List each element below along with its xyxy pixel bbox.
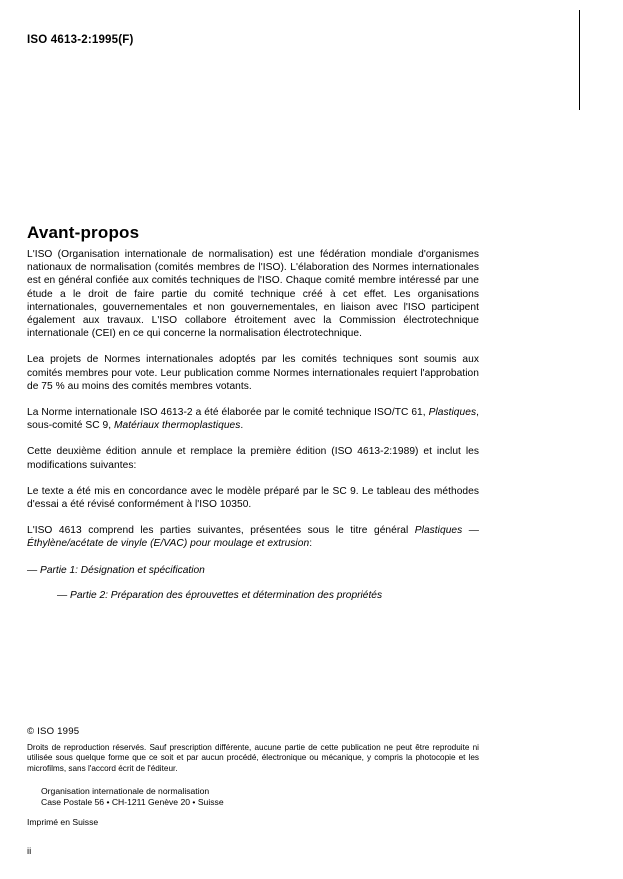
paragraph-3-text-before: La Norme internationale ISO 4613-2 a été élaborée par le comité technique ISO/TC 61, — [27, 407, 429, 419]
rights-statement: Droits de reproduction réservés. Sauf prescription différente, aucune partie de cette publication ne peut être reproduite ni utilisée sous quelque forme que ce soit et par aucun procédé, électronique ou mécanique, y compris la photocopie et les microfilms, sans l'accord écrit de l'éditeur. — [27, 743, 479, 773]
paragraph-3-text-after: . — [240, 420, 244, 432]
paragraph-1: L'ISO (Organisation internationale de normalisation) est une fédération mondiale d'organismes nationaux de normalisation (comités membres de l'ISO). L'élaboration des Normes internationales est en général confiée aux comités techniques de l'ISO. Chaque comité membre intéressé par une étude a le droit de faire partie du comité technique créé à cet effet. Les organisations internationales, gouvernementales et non gouvernementales, en liaison avec l'ISO participent également aux travaux. L'ISO collabore étroitement avec la Commission électrotechnique internationale (CEI) en ce qui concerne la normalisation électrotechnique. — [27, 249, 479, 340]
page-number: ii — [27, 846, 32, 857]
organization-name: Organisation internationale de normalisation — [41, 786, 210, 797]
paragraph-6 — [27, 524, 479, 550]
organization-address: Case Postale 56 • CH-1211 Genève 20 • Suisse — [41, 796, 224, 807]
paragraph-6-text-before: L'ISO 4613 comprend les parties suivantes, présentées sous le titre général — [27, 525, 415, 537]
page-footer — [27, 726, 479, 827]
standard-reference: ISO 4613-2:1995(F) — [27, 34, 134, 46]
paragraph-6-italic: Plastiques — Éthylène/acétate de vinyle (E/VAC) pour moulage et extrusion — [27, 525, 479, 550]
paragraph-3-italic-2: Matériaux thermoplastiques — [113, 420, 241, 432]
paragraph-3 — [27, 406, 479, 432]
margin-rule — [579, 10, 580, 110]
paragraph-5: Le texte a été mis en concordance avec le modèle préparé par le SC 9. Le tableau des méthodes d'essai a été révisé conformément à l'ISO 10350. — [27, 485, 479, 511]
copyright-notice: © ISO 1995 — [27, 726, 80, 737]
paragraph-6-text-after: : — [309, 538, 313, 550]
part-item-2: — Partie 2: Préparation des éprouvettes et détermination des propriétés — [57, 590, 383, 602]
paragraph-4: Cette deuxième édition annule et remplace la première édition (ISO 4613-2:1989) et inclut les modifications suivantes: — [27, 446, 479, 471]
paragraph-3-text-mid: , sous-comité SC 9, — [27, 407, 479, 432]
part-item-1: — Partie 1: Désignation et spécification — [27, 564, 205, 576]
paragraph-3-italic-1: Plastiques — [428, 407, 477, 419]
printed-in: Imprimé en Suisse — [27, 817, 99, 828]
paragraph-2: Lea projets de Normes internationales adoptés par les comités techniques sont soumis aux comités membres pour vote. Leur publication comme Normes internationales requiert l'approbation de 75 % au moins des comités membres votants. — [27, 354, 479, 392]
foreword-body — [27, 248, 479, 614]
page-title: Avant-propos — [27, 223, 140, 243]
